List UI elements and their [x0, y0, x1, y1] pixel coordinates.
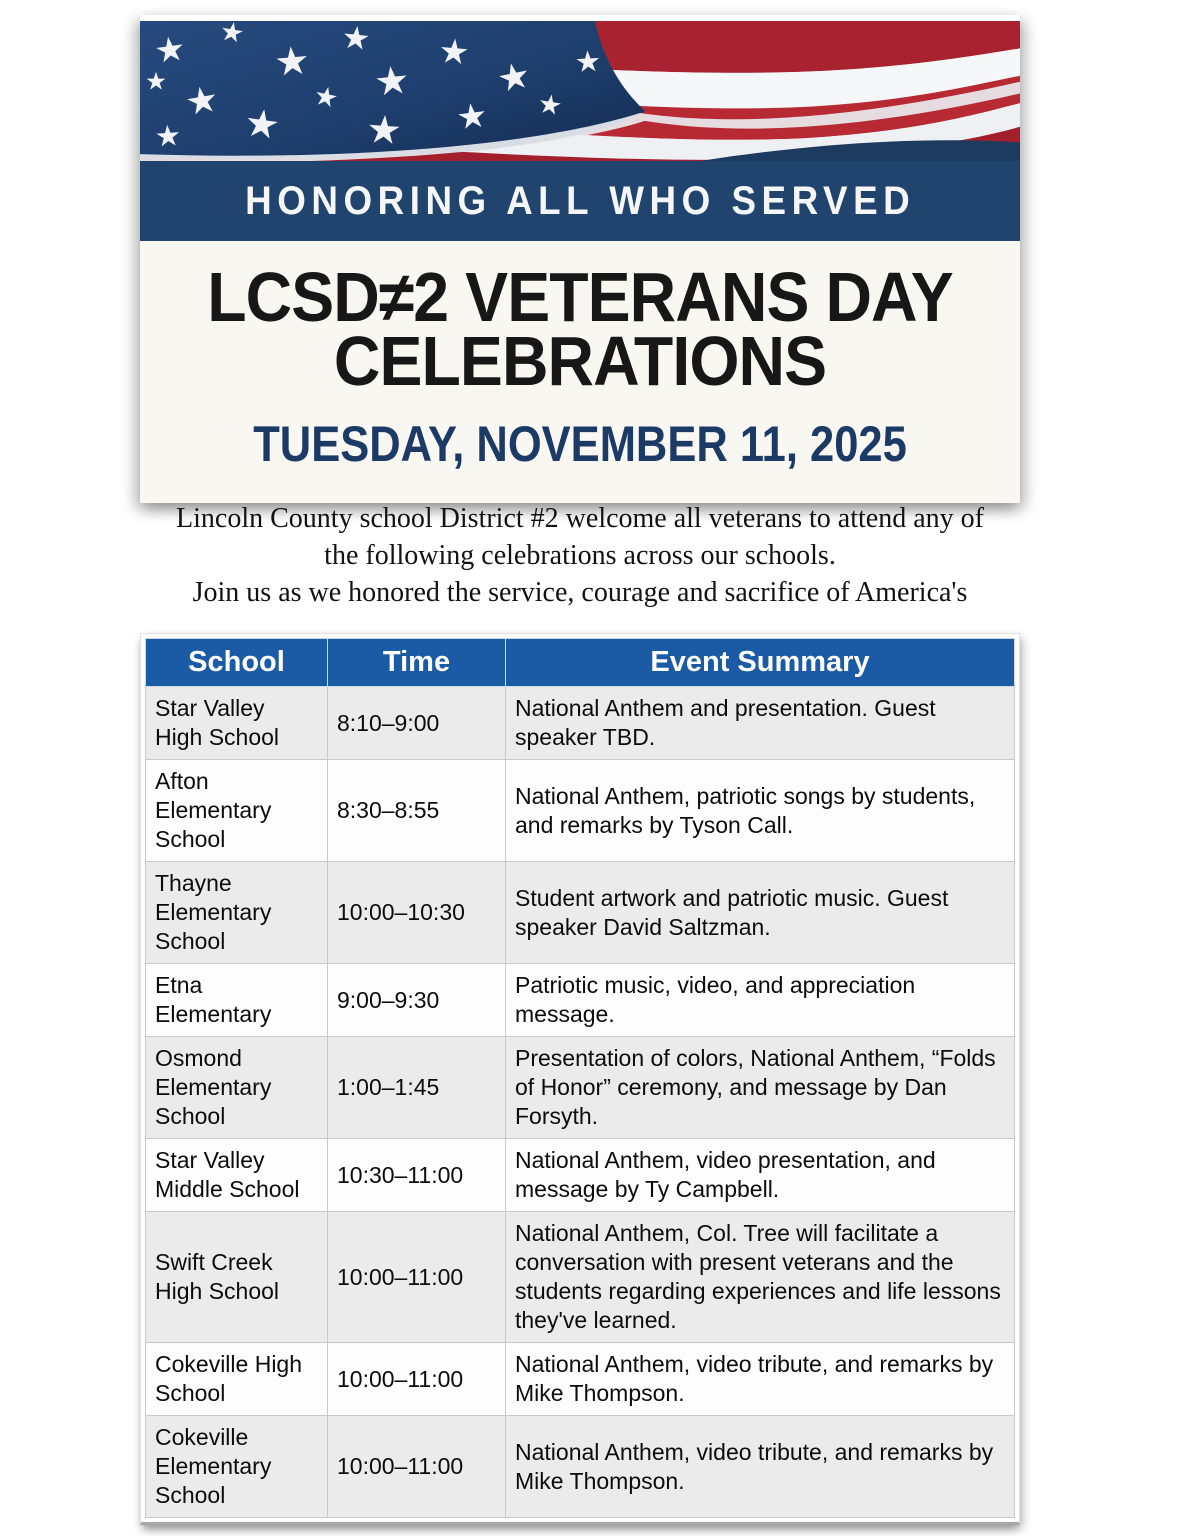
column-header-school: School: [146, 639, 328, 687]
veterans-day-flyer: [140, 15, 1020, 503]
american-flag-image: [140, 21, 1020, 161]
time-cell: 1:00–1:45: [328, 1037, 506, 1139]
column-header-time: Time: [328, 639, 506, 687]
column-header-event-summary: Event Summary: [506, 639, 1015, 687]
school-cell: Cokeville High School: [146, 1343, 328, 1416]
table-header-row: [146, 639, 1015, 687]
schedule-table: [145, 638, 1015, 1518]
schedule-table-body: [146, 687, 1015, 1518]
school-cell: Afton Elementary School: [146, 760, 328, 862]
school-cell: Cokeville Elementary School: [146, 1416, 328, 1518]
summary-cell: National Anthem, video tribute, and remarks by Mike Thompson.: [506, 1343, 1015, 1416]
table-row: [146, 1037, 1015, 1139]
school-cell: Swift Creek High School: [146, 1212, 328, 1343]
table-row: [146, 862, 1015, 964]
table-row: [146, 1139, 1015, 1212]
table-row: [146, 760, 1015, 862]
time-cell: 10:30–11:00: [328, 1139, 506, 1212]
time-cell: 8:30–8:55: [328, 760, 506, 862]
time-cell: 10:00–11:00: [328, 1416, 506, 1518]
summary-cell: National Anthem, video tribute, and remarks by Mike Thompson.: [506, 1416, 1015, 1518]
summary-cell: National Anthem and presentation. Guest speaker TBD.: [506, 687, 1015, 760]
intro-line-3: Join us as we honored the service, courage and sacrifice of America's: [192, 577, 968, 608]
banner-text: HONORING ALL WHO SERVED: [244, 178, 916, 223]
summary-cell: Patriotic music, video, and appreciation message.: [506, 964, 1015, 1037]
summary-cell: National Anthem, patriotic songs by students, and remarks by Tyson Call.: [506, 760, 1015, 862]
time-cell: 9:00–9:30: [328, 964, 506, 1037]
time-cell: 10:00–11:00: [328, 1343, 506, 1416]
flyer-title-line1: LCSD≠2 VETERANS DAY: [207, 258, 953, 336]
school-cell: Osmond Elementary School: [146, 1037, 328, 1139]
time-cell: 10:00–10:30: [328, 862, 506, 964]
summary-cell: Student artwork and patriotic music. Guest speaker David Saltzman.: [506, 862, 1015, 964]
flyer-banner: [140, 161, 1020, 241]
table-row: [146, 1416, 1015, 1518]
flyer-title-block: [140, 241, 1020, 503]
schedule-table-container: [140, 633, 1020, 1525]
school-cell: Star Valley High School: [146, 687, 328, 760]
table-row: [146, 687, 1015, 760]
table-row: [146, 1343, 1015, 1416]
school-cell: Thayne Elementary School: [146, 862, 328, 964]
school-cell: Etna Elementary: [146, 964, 328, 1037]
summary-cell: National Anthem, video presentation, and message by Ty Campbell.: [506, 1139, 1015, 1212]
intro-paragraph: [140, 500, 1020, 611]
table-row: [146, 964, 1015, 1037]
flyer-date: TUESDAY, NOVEMBER 11, 2025: [253, 416, 907, 472]
intro-line-2: the following celebrations across our schools.: [324, 540, 836, 571]
summary-cell: National Anthem, Col. Tree will facilitate a conversation with present veterans and the students regarding experiences and life lessons they've learned.: [506, 1212, 1015, 1343]
intro-line-1: Lincoln County school District #2 welcome all veterans to attend any of: [176, 503, 984, 534]
table-row: [146, 1212, 1015, 1343]
summary-cell: Presentation of colors, National Anthem, “Folds of Honor” ceremony, and message by Dan Forsyth.: [506, 1037, 1015, 1139]
flyer-title-line2: CELEBRATIONS: [333, 322, 827, 400]
time-cell: 8:10–9:00: [328, 687, 506, 760]
time-cell: 10:00–11:00: [328, 1212, 506, 1343]
school-cell: Star Valley Middle School: [146, 1139, 328, 1212]
